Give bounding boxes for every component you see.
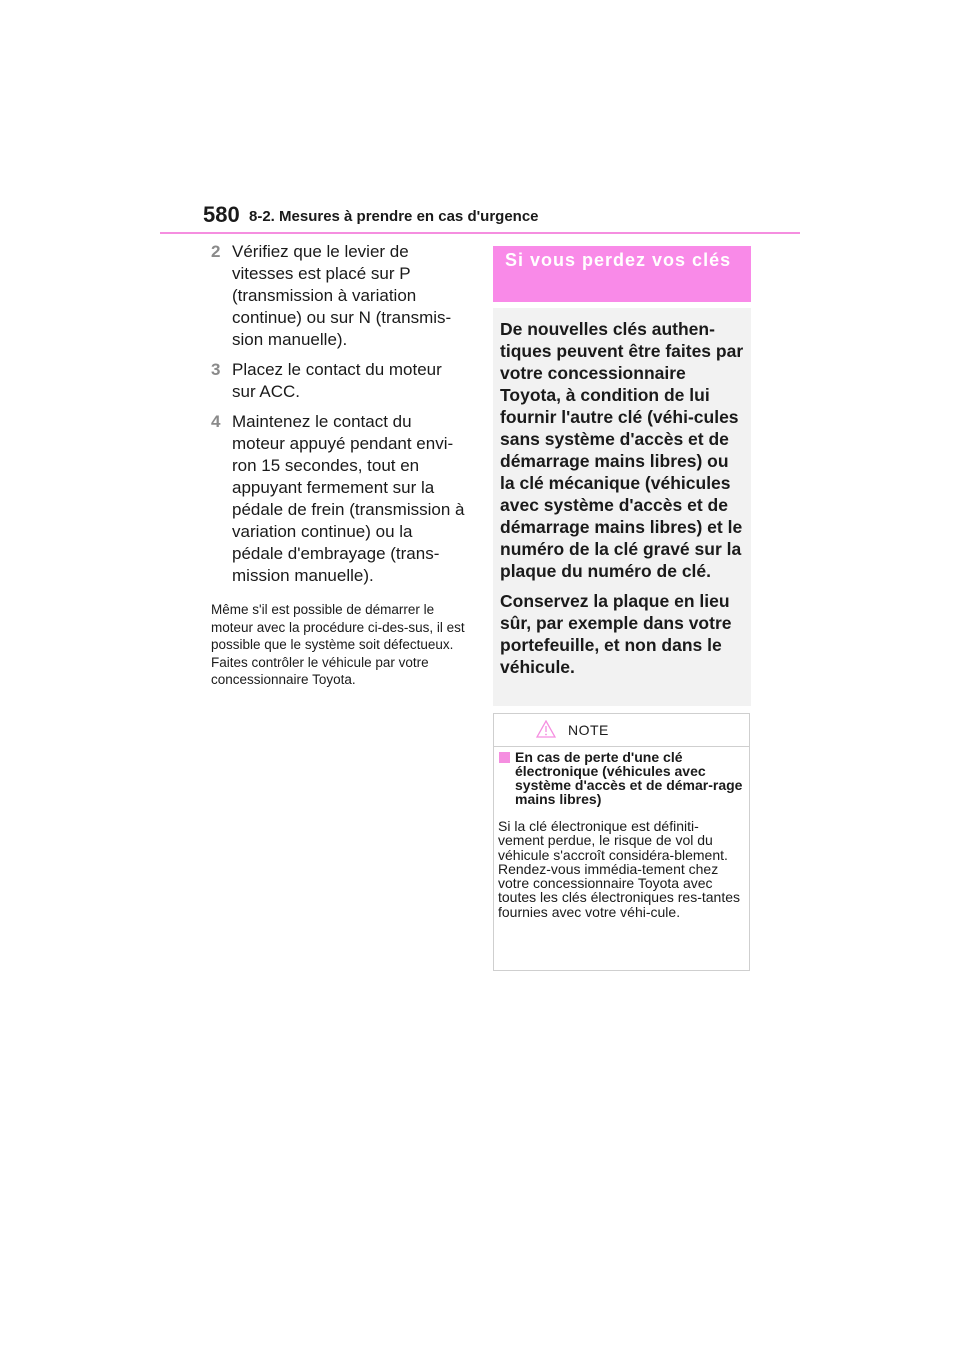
info-paragraph: Même s'il est possible de démarrer le moteur avec la procédure ci-des-sus, il est possible que le système soit défectueux. Faites contrôler le véhicule par votre concessionnaire Toyota. — [211, 602, 465, 687]
page-number: 580 — [203, 202, 240, 227]
note-subheading-text: En cas de perte d'une clé électronique (véhicules avec système d'accès et de démar-rage mains libres) — [515, 749, 743, 807]
note-header — [494, 714, 749, 747]
topic-title: Si vous perdez vos clés — [505, 250, 732, 270]
note-label: NOTE — [568, 722, 609, 738]
step-number: 4 — [211, 412, 221, 431]
summary-box — [493, 308, 751, 706]
note-body: Si la clé électronique est définiti-vement perdue, le risque de vol du véhicule s'accroît considéra-blement. Rendez-vous immédia-tement chez votre concessionnaire Toyota avec toutes les clés électroniques res-tantes fournies avec votre véhi-cule. — [498, 818, 741, 920]
step-3 — [211, 359, 467, 403]
step-number: 2 — [211, 242, 221, 261]
step-4 — [211, 411, 467, 587]
pink-square-bullet-icon — [499, 752, 510, 763]
left-column — [211, 241, 467, 689]
step-text: Maintenez le contact du moteur appuyé pendant envi-ron 15 secondes, tout en appuyant fermement sur la pédale de frein (transmission à variation continue) ou la pédale d'embrayage (trans-mission manuelle). — [232, 412, 465, 585]
warning-triangle-icon — [536, 720, 556, 738]
step-number: 3 — [211, 360, 221, 379]
topic-title-box — [493, 246, 751, 302]
step-text: Vérifiez que le levier de vitesses est placé sur P (transmission à variation continue) ou sur N (transmis-sion manuelle). — [232, 242, 452, 349]
section-title: 8-2. Mesures à prendre en cas d'urgence — [249, 208, 539, 225]
header-rule — [160, 232, 800, 234]
note-subheading — [498, 750, 743, 806]
note-box — [493, 713, 750, 971]
summary-paragraph-1: De nouvelles clés authen-tiques peuvent être faites par votre concessionnaire Toyota, à condition de lui fournir l'autre clé (véhi-cules sans système d'accès et de démarrage mains libres) ou la clé mécanique (véhicules avec système d'accès et de démarrage mains libres) et le numéro de la clé gravé sur la plaque du numéro de clé. — [500, 319, 744, 581]
summary-paragraph-2: Conservez la plaque en lieu sûr, par exemple dans votre portefeuille, et non dans le véhicule. — [500, 591, 732, 677]
step-2 — [211, 241, 467, 351]
step-text: Placez le contact du moteur sur ACC. — [232, 360, 442, 401]
